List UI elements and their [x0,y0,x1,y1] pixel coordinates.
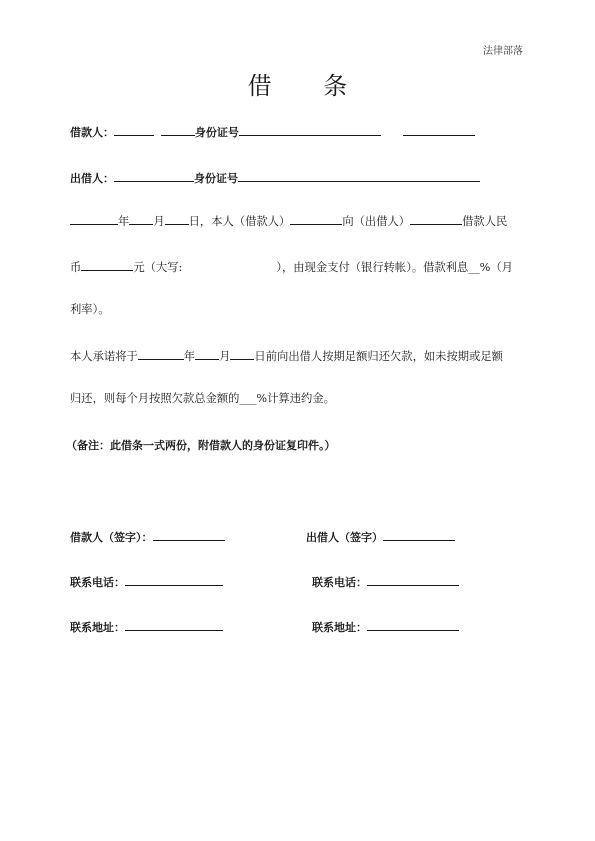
repay-month-label: 月 [219,350,231,363]
lender-sign-field[interactable] [383,529,455,541]
lender-id-field[interactable] [238,170,480,182]
repay-terms-text: 日前向出借人按期足额归还欠款，如未按期或足额 [254,350,503,363]
lender-address-label: 联系地址： [312,621,367,634]
borrower-label: 借款人： [70,126,114,139]
loan-month-field[interactable] [129,213,153,225]
borrower-id-label: 身份证号 [194,126,239,139]
loan-day-field[interactable] [165,213,189,225]
repay-year-label: 年 [183,350,196,363]
repay-year-field[interactable] [138,348,184,360]
amount-field[interactable] [81,259,133,271]
day-borrower-text: 日，本人（借款人） [188,215,291,228]
document-title: 借 条 [247,72,370,100]
payment-method-text: ），由现金支付（银行转帐）。借款利息__%（月 [276,261,513,274]
paragraph-line-3: 利率）。 [70,303,110,316]
currency-label: 币 [70,261,82,274]
lender-phone-field[interactable] [367,574,459,586]
repay-month-field[interactable] [195,348,219,360]
paragraph-line-2 [70,259,513,273]
borrower-address-label: 联系地址： [70,621,125,634]
borrower-phone-field[interactable] [125,574,223,586]
loan-year-field[interactable] [70,213,118,225]
borrower-phone-label: 联系电话： [70,576,125,589]
month-label: 月 [153,215,165,228]
year-label: 年 [118,215,130,228]
borrower-id-field[interactable] [239,124,381,136]
borrower-sign-row [70,529,225,545]
lender-label: 出借人： [70,172,114,185]
borrower-name-field-2[interactable] [161,124,195,136]
borrower-address-row [70,619,223,635]
paragraph-line-1 [70,213,507,227]
lender-phone-label: 联系电话： [312,576,367,589]
borrower-phone-row [70,574,223,590]
lender-address-field[interactable] [367,619,459,631]
lender-inline-field[interactable] [410,213,462,225]
paragraph-line-5: 归还，则每个月按照欠款总金额的___%计算违约金。 [70,392,335,405]
lender-row [70,170,480,186]
borrower-address-field[interactable] [125,619,223,631]
borrower-sign-field[interactable] [153,529,225,541]
lender-id-label: 身份证号 [194,172,238,185]
lender-phone-row [312,574,459,590]
borrower-inline-field[interactable] [290,213,342,225]
loan-rmb-text: 借款人民 [462,215,508,228]
paragraph-line-4 [70,348,503,362]
borrower-extra-field[interactable] [403,124,475,136]
lender-name-field[interactable] [114,170,194,182]
borrower-name-field[interactable] [114,124,154,136]
lender-sign-label: 出借人（签字） [306,531,383,544]
lender-sign-row [306,529,455,545]
yuan-label: 元（大写: [133,261,183,274]
lender-address-row [312,619,459,635]
promise-text: 本人承诺将于 [70,350,138,363]
to-lender-text: 向（出借人） [342,215,411,228]
header-label: 法律部落 [483,46,523,57]
note-text: （备注：此借条一式两份，附借款人的身份证复印件。） [66,439,336,452]
borrower-row [70,124,475,140]
repay-day-field[interactable] [230,348,254,360]
borrower-sign-label: 借款人（签字）： [70,531,153,544]
